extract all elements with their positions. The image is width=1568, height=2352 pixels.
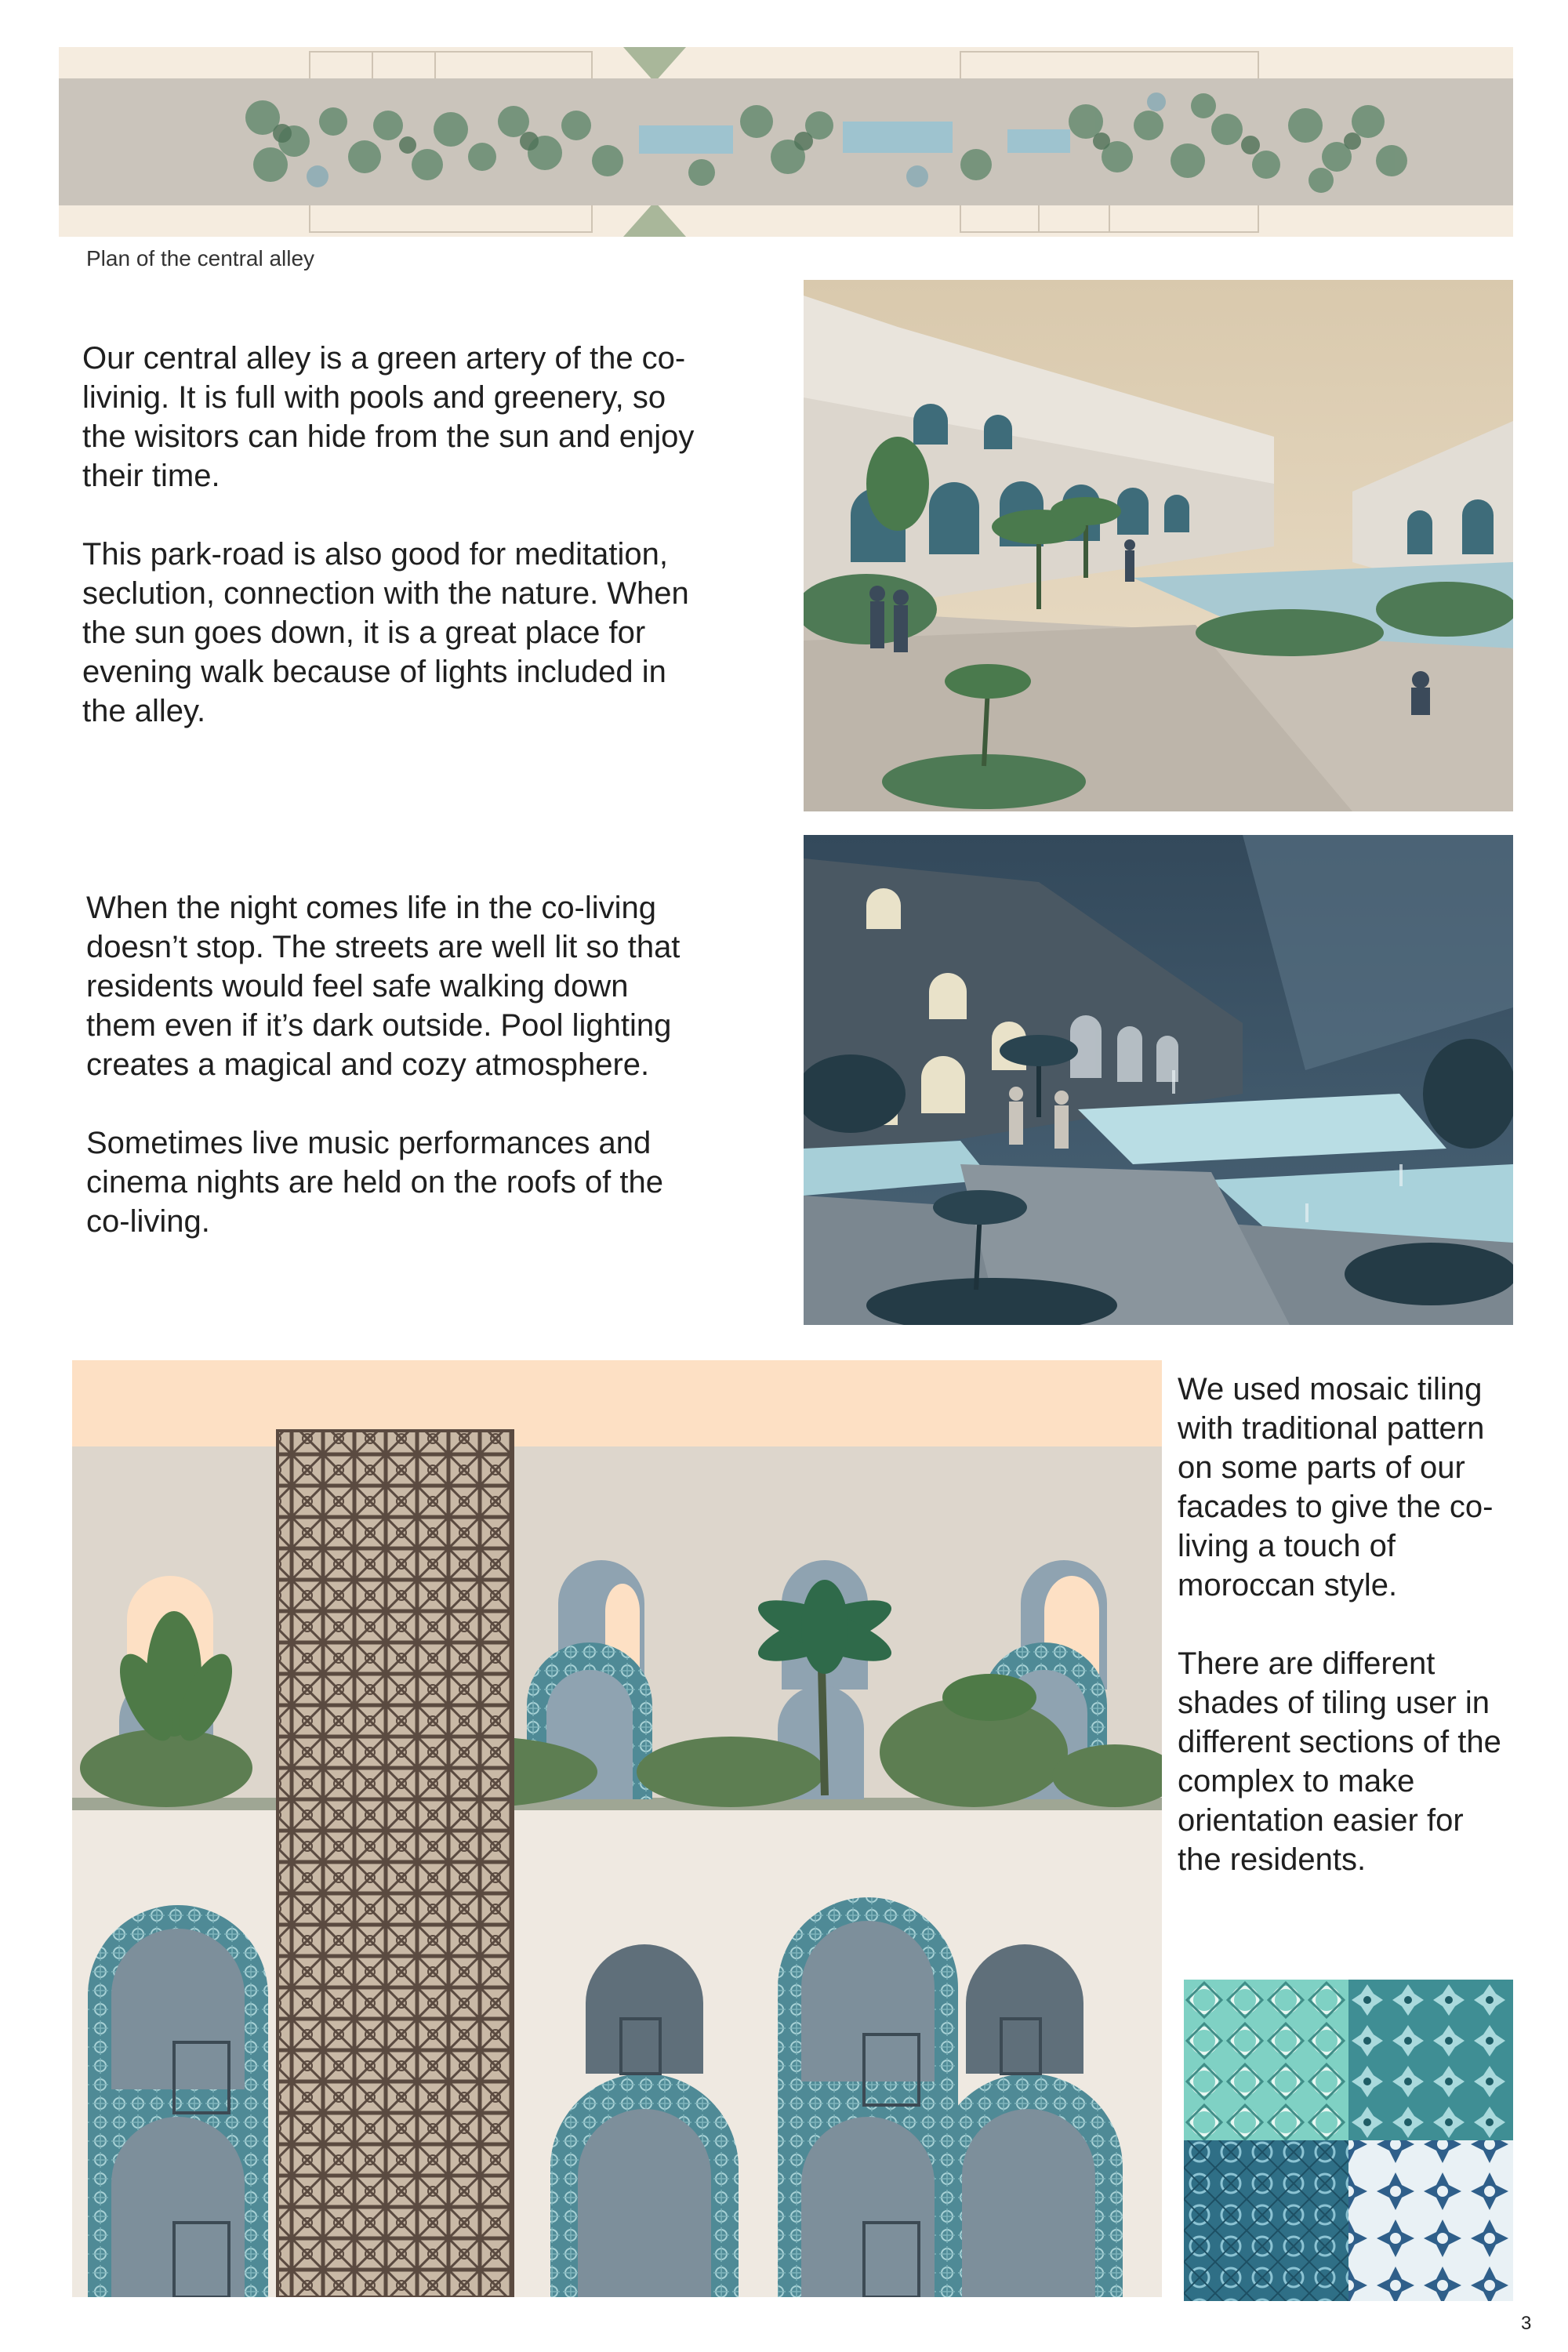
alley-night-render (804, 835, 1513, 1325)
facade-paragraph-1: We used mosaic tiling with traditional pattern on some parts of our facades to give the co-living a touch of moroccan style. (1178, 1372, 1494, 1602)
alley-day-render (804, 280, 1513, 811)
tile-samples-image (1184, 1980, 1513, 2301)
facade-elevation (72, 1360, 1162, 2297)
facade-text (1178, 1370, 1515, 1918)
alley-day-paragraph-1: Our central alley is a green artery of the co-livinig. It is full with pools and greenery, so the wisitors can hide from the sun and enjoy their time. (82, 341, 695, 493)
alley-night-paragraph-2: Sometimes live music performances and cinema nights are held on the roofs of the co-living. (86, 1126, 664, 1239)
facade-paragraph-2: There are different shades of tiling user in different sections of the complex to make orientation easier for the residents. (1178, 1646, 1501, 1877)
page-number: 3 (1521, 2313, 1532, 2334)
alley-day-paragraph-2: This park-road is also good for meditation, seclution, connection with the nature. When the sun goes down, it is a great place for evening walk because of lights included in the alley. (82, 537, 689, 728)
alley-night-paragraph-1: When the night comes life in the co-living doesn’t stop. The streets are well lit so that residents would feel safe walking down them even if it’s dark outside. Pool lighting creates a magical and cozy atmosphere. (86, 891, 681, 1082)
alley-night-text (86, 888, 706, 1280)
alley-plan-image (59, 47, 1513, 237)
alley-day-text (82, 339, 710, 770)
plan-caption: Plan of the central alley (86, 246, 315, 270)
